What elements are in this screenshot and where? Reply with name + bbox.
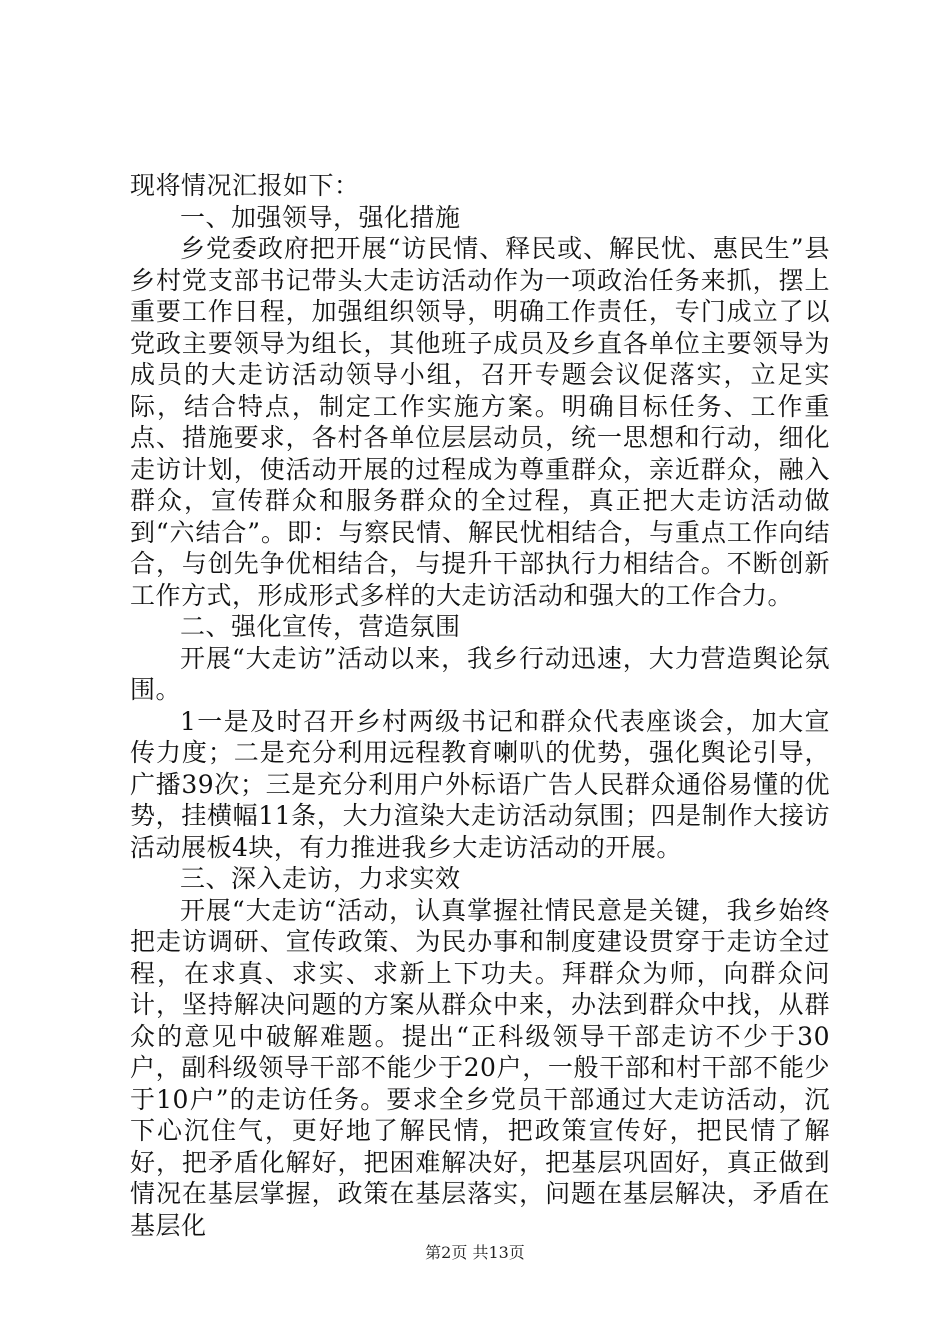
paragraph-2: 开展“大走访”活动以来，我乡行动迅速，大力营造舆论氛围。	[130, 643, 830, 704]
paragraph-4: 开展“大走访“活动，认真掌握社情民意是关键，我乡始终把走访调研、宣传政策、为民办事和制度建设贯穿于走访全过程，在求真、求实、求新上下功夫。拜群众为师，向群众问计，坚持解决问题的方案从群众中来，办法到群众中找，从群众的意见中破解难题。提出“正科级领导干部走访不少于30户，副科级领导干部不能少于20户，一般干部和村干部不能少于10户”的走访任务。要求全乡党员干部通过大走访活动，沉下心沉住气，更好地了解民情，把政策宣传好，把民情了解好，把矛盾化解好，把困难解决好，把基层巩固好，真正做到情况在基层掌握，政策在基层落实，问题在基层解决，矛盾在基层化	[130, 895, 830, 1240]
section-heading-2: 二、强化宣传，营造氛围	[180, 612, 461, 641]
paragraph-1: 乡党委政府把开展“访民情、释民或、解民忧、惠民生”县乡村党支部书记带头大走访活动作为一项政治任务来抓，摆上重要工作日程，加强组织领导，明确工作责任，专门成立了以党政主要领导为组长，其他班子成员及乡直各单位主要领导为成员的大走访活动领导小组，召开专题会议促落实，立足实际，结合特点，制定工作实施方案。明确目标任务、工作重点、措施要求，各村各单位层层动员，统一思想和行动，细化走访计划，使活动开展的过程成为尊重群众，亲近群众，融入群众，宣传群众和服务群众的全过程，真正把大走访活动做到“六结合”。即：与察民情、解民忧相结合，与重点工作向结合，与创先争优相结合，与提升干部执行力相结合。不断创新工作方式，形成形式多样的大走访活动和强大的工作合力。	[130, 234, 830, 610]
section-heading-1: 一、加强领导，强化措施	[180, 202, 461, 232]
paragraph-3: 1一是及时召开乡村两级书记和群众代表座谈会，加大宣传力度；二是充分利用远程教育喇叭的优势，强化舆论引导，广播39次；三是充分利用户外标语广告人民群众通俗易懂的优势，挂横幅11条，大力渲染大走访活动氛围；四是制作大接访活动展板4块，有力推进我乡大走访活动的开展。	[130, 706, 830, 862]
document-body	[130, 170, 830, 1241]
page-number-label: 第2页 共13页	[425, 1243, 525, 1262]
page-footer	[0, 1243, 950, 1263]
paragraph-intro: 现将情况汇报如下：	[130, 171, 360, 200]
section-heading-3: 三、深入走访，力求实效	[180, 864, 461, 893]
